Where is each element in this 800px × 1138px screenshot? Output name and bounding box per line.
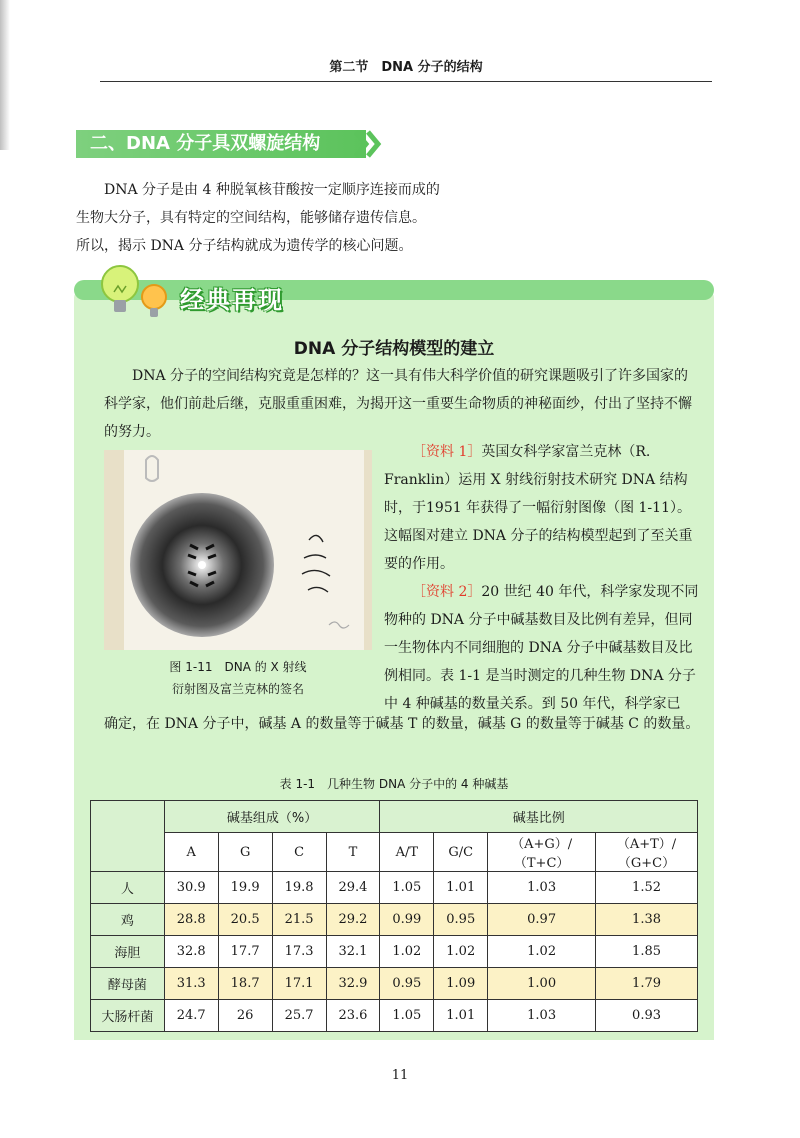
source-1	[384, 438, 704, 578]
table-row-label: 大肠杆菌	[91, 1000, 165, 1032]
source-2-text: 20 世纪 40 年代，科学家发现不同物种的 DNA 分子中碱基数目及比例有差异，但同一生物体内不同细胞的 DNA 分子中碱基数目及比例相同。表 1-1 是当时测定的几种生物 DNA 分子中 4 种碱基的数量关系。到 50 年代，科学家已	[384, 584, 699, 712]
table-cell: 0.97	[488, 904, 596, 936]
article-paragraph-tail: 确定，在 DNA 分子中，碱基 A 的数量等于碱基 T 的数量，碱基 G 的数量等于碱基 C 的数量。	[104, 716, 700, 732]
table-row-label: 酵母菌	[91, 968, 165, 1000]
table-column-header: G	[218, 833, 272, 872]
table-column-header: A/T	[380, 833, 434, 872]
table-row	[91, 872, 698, 904]
table-cell: 0.93	[596, 1000, 698, 1032]
intro-line: 生物大分子，具有特定的空间结构，能够储存遗传信息。	[76, 210, 426, 226]
page-number: 11	[391, 1068, 409, 1083]
table-caption: 表 1-1 几种生物 DNA 分子中的 4 种碱基	[279, 777, 509, 791]
table-group-header: 碱基组成（%）	[164, 801, 380, 833]
table-cell: 30.9	[164, 872, 218, 904]
table-cell: 1.52	[596, 872, 698, 904]
table-column-header: C	[272, 833, 326, 872]
table-column-header: T	[326, 833, 380, 872]
table-cell: 1.01	[434, 1000, 488, 1032]
table-cell: 0.95	[380, 968, 434, 1000]
table-cell: 32.8	[164, 936, 218, 968]
table-cell: 0.99	[380, 904, 434, 936]
table-cell: 1.01	[434, 872, 488, 904]
table-row-label: 鸡	[91, 904, 165, 936]
base-composition-table	[90, 800, 698, 1032]
table-cell: 18.7	[218, 968, 272, 1000]
table-cell: 1.05	[380, 1000, 434, 1032]
source-materials	[384, 438, 704, 718]
table-cell: 23.6	[326, 1000, 380, 1032]
intro-paragraph	[76, 176, 716, 260]
table-row	[91, 968, 698, 1000]
table-row	[91, 1000, 698, 1032]
table-column-header: A	[164, 833, 218, 872]
source-1-label: ［资料 1］	[412, 444, 482, 460]
article-title: DNA 分子结构模型的建立	[293, 339, 495, 359]
table-cell: 1.79	[596, 968, 698, 1000]
figure-caption-line: 衍射图及富兰克林的签名	[171, 682, 304, 696]
table-cell: 25.7	[272, 1000, 326, 1032]
table-column-header: G/C	[434, 833, 488, 872]
table-cell: 31.3	[164, 968, 218, 1000]
table-column-header: （A+T）/（G+C）	[596, 833, 698, 872]
intro-line: DNA 分子是由 4 种脱氧核苷酸按一定顺序连接而成的	[104, 182, 440, 198]
page-header: 第二节 DNA 分子的结构	[100, 55, 712, 82]
article-paragraph: DNA 分子的空间结构究竟是怎样的？这一具有伟大科学价值的研究课题吸引了许多国家的科学家，他们前赴后继，克服重重困难，为揭开这一重要生命物质的神秘面纱，付出了坚持不懈的努力。	[104, 368, 692, 440]
table-cell: 29.2	[326, 904, 380, 936]
table-cell: 26	[218, 1000, 272, 1032]
table-cell: 1.09	[434, 968, 488, 1000]
table-cell: 19.9	[218, 872, 272, 904]
table-row-label: 人	[91, 872, 165, 904]
table-cell: 19.8	[272, 872, 326, 904]
table-column-header: （A+G）/（T+C）	[488, 833, 596, 872]
table-row-label: 海胆	[91, 936, 165, 968]
figure-caption	[104, 656, 372, 700]
page-edge-shadow	[0, 0, 10, 150]
lightbulb-icon	[138, 282, 172, 322]
table-cell: 1.03	[488, 1000, 596, 1032]
table-cell: 0.95	[434, 904, 488, 936]
section-title: 二、DNA 分子具双螺旋结构	[76, 130, 366, 158]
table-cell: 17.1	[272, 968, 326, 1000]
source-2-label: ［资料 2］	[412, 584, 482, 600]
table-cell: 17.7	[218, 936, 272, 968]
table-cell: 28.8	[164, 904, 218, 936]
table-cell: 17.3	[272, 936, 326, 968]
classic-label: 经典再现	[180, 286, 284, 314]
table-cell: 32.9	[326, 968, 380, 1000]
source-2	[384, 578, 704, 718]
table-group-header: 碱基比例	[380, 801, 698, 833]
table-cell: 1.02	[434, 936, 488, 968]
intro-line: 所以，揭示 DNA 分子结构就成为遗传学的核心问题。	[76, 238, 413, 254]
table-cell: 1.00	[488, 968, 596, 1000]
table-cell: 1.38	[596, 904, 698, 936]
table-cell: 1.02	[488, 936, 596, 968]
figure-caption-line: 图 1-11 DNA 的 X 射线	[169, 660, 307, 674]
table-cell: 32.1	[326, 936, 380, 968]
table-cell: 24.7	[164, 1000, 218, 1032]
table-row	[91, 936, 698, 968]
table-cell: 1.03	[488, 872, 596, 904]
table-cell: 1.02	[380, 936, 434, 968]
double-chevron-icon	[352, 128, 386, 160]
table-cell: 1.05	[380, 872, 434, 904]
x-ray-diffraction-photo	[104, 450, 372, 650]
table-cell: 29.4	[326, 872, 380, 904]
table-row	[91, 904, 698, 936]
table-corner	[91, 801, 165, 872]
table-cell: 21.5	[272, 904, 326, 936]
table-cell: 1.85	[596, 936, 698, 968]
table-cell: 20.5	[218, 904, 272, 936]
source-1-text: 英国女科学家富兰克林（R. Franklin）运用 X 射线衍射技术研究 DNA 结构时，于1951 年获得了一幅衍射图像（图 1-11）。这幅图对建立 DNA 分子的结构模型起到了至关重要的作用。	[384, 444, 693, 572]
